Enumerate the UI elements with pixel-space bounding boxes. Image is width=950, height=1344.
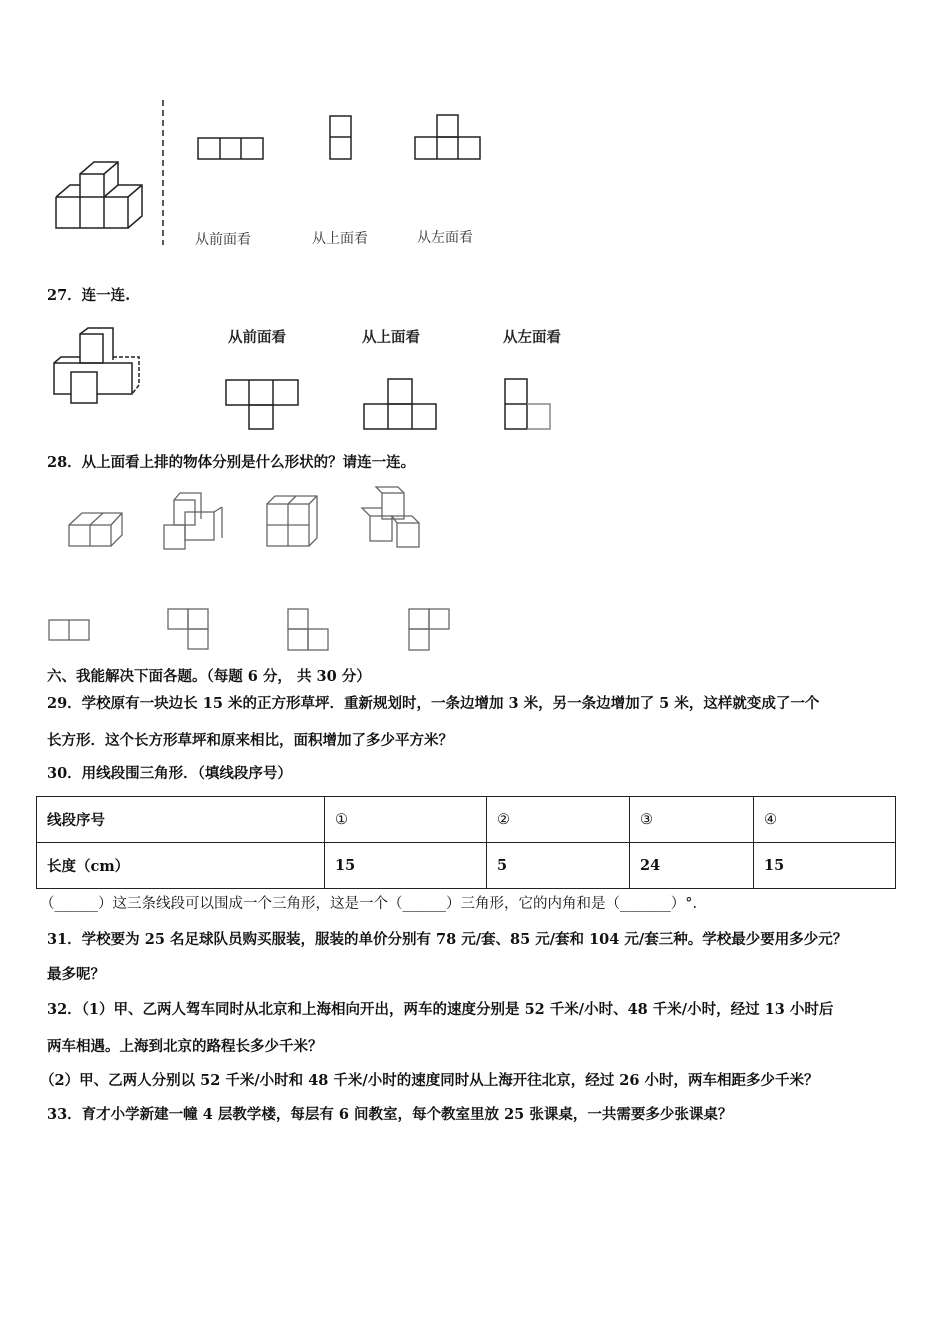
q31-line1: 31．学校要为 25 名足球队员购买服装，服装的单价分别有 78 元/套、85 元/套和 104 元/套三种。学校最少要用多少元？: [47, 931, 848, 948]
table-cell: ③: [630, 797, 754, 843]
q30-title: 30．用线段围三角形．（填线段序号）: [47, 765, 292, 782]
q33-line1: 33．育才小学新建一幢 4 层教学楼，每层有 6 间教室，每个教室里放 25 张课桌，一共需要多少张课桌？: [47, 1106, 733, 1123]
q29-line2: 长方形．这个长方形草坪和原来相比，面积增加了多少平方米？: [47, 732, 453, 749]
q28-top-view-shapes: [0, 0, 1, 1]
table-row: [37, 797, 896, 843]
section-6-heading: 六、我能解决下面各题。（每题 6 分， 共 30 分）: [47, 668, 371, 685]
view-label-top: 从上面看: [312, 231, 368, 247]
table-cell: ①: [325, 797, 487, 843]
q31-line2: 最多呢？: [47, 966, 105, 983]
view-label-front: 从前面看: [195, 232, 251, 248]
q27-title: 27．连一连.: [47, 287, 131, 304]
q29-line1: 29．学校原有一块边长 15 米的正方形草坪．重新规划时，一条边增加 3 米，另一条边增加了 5 米，这样就变成了一个: [47, 695, 820, 712]
view-label-left: 从左面看: [417, 230, 473, 246]
q27-label-top: 从上面看: [362, 329, 420, 346]
q28-title: 28．从上面看上排的物体分别是什么形状的？请连一连。: [47, 454, 416, 471]
q32-line3: （2）甲、乙两人分别以 52 千米/小时和 48 千米/小时的速度同时从上海开往北京，经过 26 小时，两车相距多少千米？: [40, 1072, 819, 1089]
table-cell: 24: [630, 843, 754, 889]
table-cell: ④: [754, 797, 896, 843]
table-row: [37, 843, 896, 889]
q30-fill-blank: （______）这三条线段可以围成一个三角形，这是一个（______）三角形，它的内角和是（_______）°.: [40, 896, 698, 912]
table-cell: 5: [487, 843, 630, 889]
q32-line2: 两车相遇。上海到北京的路程长多少千米？: [47, 1038, 323, 1055]
table-cell: 15: [754, 843, 896, 889]
table-cell: ②: [487, 797, 630, 843]
q32-line1: 32．（1）甲、乙两人驾车同时从北京和上海相向开出，两车的速度分别是 52 千米/小时、48 千米/小时，经过 13 小时后: [47, 1001, 834, 1018]
table-cell: 15: [325, 843, 487, 889]
q27-label-left: 从左面看: [503, 329, 561, 346]
table-header-cell: 线段序号: [37, 797, 325, 843]
q27-label-front: 从前面看: [228, 329, 286, 346]
segment-table: [36, 796, 896, 889]
table-header-cell: 长度（cm）: [37, 843, 325, 889]
